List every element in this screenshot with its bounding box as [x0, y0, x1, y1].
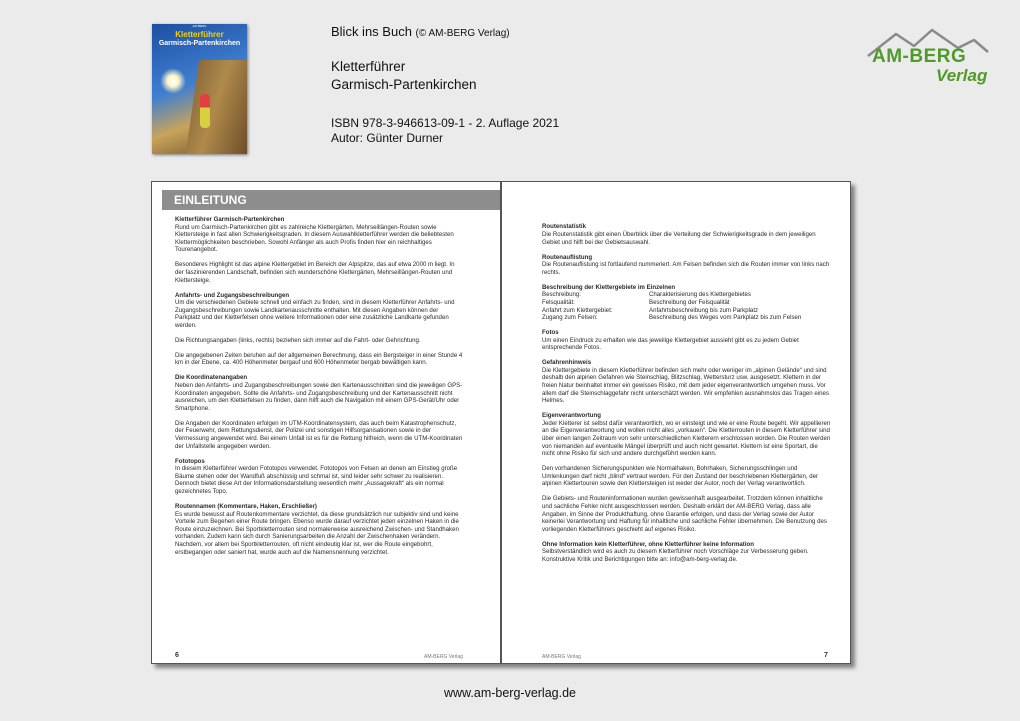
- section-heading: Routenstatistik: [542, 223, 587, 231]
- section-heading: Die Koordinatenangaben: [175, 374, 248, 382]
- section-heading: Fotos: [542, 329, 559, 337]
- definition: Charakterisierung des Klettergebietes: [649, 291, 751, 299]
- section-body: Die angegebenen Zeiten beruhen auf der allgemeinen Berechnung, dass ein Bergsteiger in einer Stunde 4 km in der Ebene, ca. 400 Höhenmeter bergauf und 600 Höhenmeter bergab bewältigen kann.: [175, 351, 463, 367]
- page-footer-left: AM-BERG Verlag: [424, 654, 463, 660]
- section-heading: Anfahrts- und Zugangsbeschreibungen: [175, 291, 290, 299]
- left-section: [175, 216, 463, 254]
- right-page: [502, 182, 850, 663]
- section-heading: Routennamen (Kommentare, Haken, Erschließer): [175, 502, 317, 510]
- left-section: [175, 420, 463, 450]
- isbn-line: ISBN 978-3-946613-09-1 - 2. Auflage 2021: [331, 116, 560, 130]
- right-page-text: [542, 216, 832, 571]
- section-body: Selbstverständlich wird es auch zu diesem Kletterführer noch Vorschläge zur Verbesserung geben. Konstruktive Kritik und Berichtigungen bitte an: info@am-berg-verlag.de.: [542, 548, 809, 563]
- section-body: Rund um Garmisch-Partenkirchen gibt es zahlreiche Klettergärten, Mehrseillängen-Routen sowie Klettersteige in fast allen Schwierigkeitsgraden. In diesem Auswahlkletterführer werden die beliebtesten Klettermöglichkeiten beschrieben. Sowohl Anfänger als auch Profis finden hier ein reichhaltiges Tourenangebot.: [175, 223, 454, 254]
- book-meta: [331, 116, 559, 146]
- term: Felsqualität:: [542, 298, 575, 306]
- book-title-line2: Garmisch-Partenkirchen: [331, 77, 477, 92]
- header-copyright: (© AM-BERG Verlag): [415, 28, 510, 39]
- cover-subtitle: Garmisch-Partenkirchen: [158, 40, 241, 47]
- section-heading: Beschreibung der Klettergebiete im Einzelnen: [542, 283, 676, 291]
- logo-text-sub: Verlag: [936, 66, 988, 85]
- cover-title: Kletterführer: [175, 30, 224, 39]
- cover-publisher: AM-BERG: [192, 24, 207, 28]
- section-heading: Routenauflistung: [542, 253, 593, 261]
- section-heading: Kletterführer Garmisch-Partenkirchen: [175, 216, 285, 223]
- page-number-right: 7: [824, 652, 828, 659]
- website-link[interactable]: www.am-berg-verlag.de: [444, 686, 576, 700]
- definition-row: [542, 299, 832, 307]
- book-title-line1: Kletterführer: [331, 59, 406, 74]
- cover-sun: [160, 68, 186, 94]
- definition-row: [542, 314, 832, 322]
- section-body: Besonderes Highlight ist das alpine Klettergebiet im Bereich der Alpspitze, das auf etwa 2000 m liegt. In der faszinierenden Landschaft, befinden sich wunderschöne Klettergärten, Mehrseillängen-Routen und Klettersteige.: [175, 261, 455, 284]
- term: Zugang zum Felsen:: [542, 314, 598, 322]
- publisher-logo[interactable]: [862, 26, 992, 88]
- left-section: [175, 337, 463, 345]
- chapter-header: EINLEITUNG: [162, 190, 500, 210]
- section-body: In diesem Kletterführer werden Fototopos verwendet. Fototopos von Felsen an denen am Einstieg große Bäume stehen oder der Wandfuß abschüssig und schmal ist, sind leider sehr schwer zu realisieren. Dennoch bietet diese Art der Informationsdarstellung wesentlich mehr „Aussagekraft“ als ein normal gezeichnetes Topo.: [175, 465, 458, 495]
- left-section: [175, 374, 463, 412]
- definition-row: [542, 307, 832, 315]
- section-body: Die Gebiets- und Routeninformationen wurden gewissenhaft ausgearbeitet. Trotzdem können inhaltliche und sachliche Fehler nicht ausgeschlossen werden. Deshalb erklärt der AM-BERG Verlag, dass alle Angaben, im Sinne der Produkthaftung, ohne Garantie erfolgen, und dass der Verlag sowie der Autor keinerlei Verantwortung und Haftung für inhaltliche und sachliche Fehler übernehmen. Die Benutzung des vorliegenden Kletterführers geschieht auf eigenes Risiko.: [542, 495, 827, 533]
- section-body: Die Angaben der Koordinaten erfolgen im UTM-Koordinatensystem, das auch beim Katastrophenschutz, der Feuerwehr, dem Rettungsdienst, der Polizei und sonstigen Hilfsorganisationen sowie in der Vermessung angewendet wird. Bei einem Unfall ist es für die Rettung hilfreich, wenn die UTM-Koordinaten der Unfallstelle angegeben werden.: [175, 419, 463, 450]
- section-haftung: [542, 495, 832, 533]
- section-body: Um die verschiedenen Gebiete schnell und einfach zu finden, sind in diesem Kletterführer Anfahrts- und Zugangsbeschreibungen sowie Landkartenausschnitte enthalten. Mit diesen Angaben können der Parkplatz und der Kletterfelsen ohne weitere Informationen oder eine zusätzliche Landkarte gefunden werden.: [175, 299, 455, 329]
- section-body: Den vorhandenen Sicherungspunkten wie Normalhaken, Bohrhaken, Sicherungsschlingen und Umlenkungen darf nicht „blind“ vertraut werden. Für den Zustand der beschriebenen Klettergärten, der alpinen Klettertouren sowie den Klettersteigen ist weder der Autor, noch der Verlag verantwortlich.: [542, 465, 819, 488]
- section-body: Die Richtungsangaben (links, rechts) beziehen sich immer auf die Fahrt- oder Gehrichtung.: [175, 336, 421, 344]
- left-section: [175, 261, 463, 284]
- section-body: Die Routenauflistung ist fortlaufend nummeriert. Am Felsen befinden sich die Routen immer von links nach rechts.: [542, 261, 830, 276]
- section-body: Es wurde bewusst auf Routenkommentare verzichtet, da diese grundsätzlich nur subjektiv sind und keine Vorteile zum Begehen einer Route bringen. Ebenso wurde darauf verzichtet jeden einzelnen Haken in die Route einzuzeichnen. Bei Sportkletterrouten sind normalerweise ausreichend Zwischen- und Standhaken vorhanden. Zudem kann sich durch Sanierungsarbeiten die Anzahl der Zwischenhaken verändern. Nachdem, vor allem bei Sportkletterrouten, oft nicht eindeutig klar ist, wer die Route eingebohrt, erstbegangen oder saniert hat, wurde auch auf die Namensnennung verzichtet.: [175, 510, 459, 556]
- definition: Anfahrtsbeschreibung bis zum Parkplatz: [649, 306, 759, 314]
- section-body: Die Routenstatistik gibt einen Überblick über die Verteilung der Schwierigkeitsgrade in dem jeweiligen Gebiet und hilft bei der Gebietsauswahl.: [542, 230, 816, 246]
- definition: Beschreibung der Felsqualität: [649, 298, 730, 306]
- cover-climber: [200, 94, 210, 128]
- left-section: [175, 352, 463, 367]
- left-section: [175, 458, 463, 496]
- author-line: Autor: Günter Durner: [331, 131, 444, 145]
- section-body: Neben den Anfahrts- und Zugangsbeschreibungen sowie den Kartenausschnitten sind die jeweiligen GPS-Koordinaten angegeben. Sollte die Anfahrts- und Zugangsbeschreibung und der Kartenausschnitt nicht ausreichen, um den Kletterfelsen zu finden, dann hilft auch die Navigation mit einem GPS-Gerät/Uhr oder Smartphone.: [175, 382, 463, 412]
- term: Beschreibung:: [542, 291, 581, 299]
- term: Anfahrt zum Klettergebiet:: [542, 306, 613, 314]
- header-title: [331, 24, 510, 39]
- cover-rock: [185, 60, 247, 154]
- book-spread: [151, 181, 851, 664]
- section-heading: Fototopos: [175, 457, 205, 465]
- page-footer-right: AM-BERG Verlag: [542, 654, 581, 660]
- book-cover-image: [152, 24, 247, 154]
- section-body: Die Klettergebiete in diesem Kletterführer befinden sich mehr oder weniger im „alpinen Gelände“ und sind deshalb den alpinen Gefahren wie Steinschlag, Blitzschlag, Wettersturz usw. ausgesetzt. Klettern in der freien Natur beinhaltet immer ein gewisses Risiko, mit dem jeder eigenverantwortlich umgehen muss. Vor allem darf die Steinschlaggefahr nicht unterschätzt werden. Wir empfehlen ausnahmslos das Tragen eines Helmes.: [542, 366, 829, 405]
- section-body: Um einen Eindruck zu erhalten wie das jeweilige Klettergebiet aussieht gibt es zu jedem Gebiet entsprechende Fotos.: [542, 336, 799, 352]
- left-page-text: [175, 216, 463, 563]
- section-heading: Eigenverantwortung: [542, 412, 601, 420]
- left-page: [152, 182, 500, 663]
- section-heading: Gefahrenhinweis: [542, 359, 592, 367]
- section-heading: Ohne Information kein Kletterführer, ohne Kletterführer keine Information: [542, 540, 754, 548]
- header-title-text: Blick ins Buch: [331, 24, 412, 39]
- definition: Beschreibung des Weges vom Parkplatz bis zum Felsen: [649, 314, 802, 322]
- book-title: [331, 58, 477, 94]
- page-number-left: 6: [175, 652, 179, 659]
- left-section: [175, 292, 463, 330]
- logo-text-main: AM-BERG: [872, 46, 967, 67]
- section-sicherungspunkte: [542, 465, 832, 488]
- left-section: [175, 503, 463, 556]
- definition-row: [542, 291, 832, 299]
- section-body: Jeder Kletterer ist selbst dafür verantwortlich, wo er einsteigt und wie er eine Route begeht. Wir appellieren an die Eigenverantwortung und wollen nicht alles „vorkauen“. Die Kletterrouten in diesem Kletterführer sind über einen langen Zeitraum von sehr unterschiedlichen Kletterern erschlossen worden. Die Routen werden von niemanden auf eventuelle Mängel überprüft und auch nicht gewartet. Klettern ist eine Sportart, die nicht ohne Risiko für sich und andere durchgeführt werden kann.: [542, 419, 831, 458]
